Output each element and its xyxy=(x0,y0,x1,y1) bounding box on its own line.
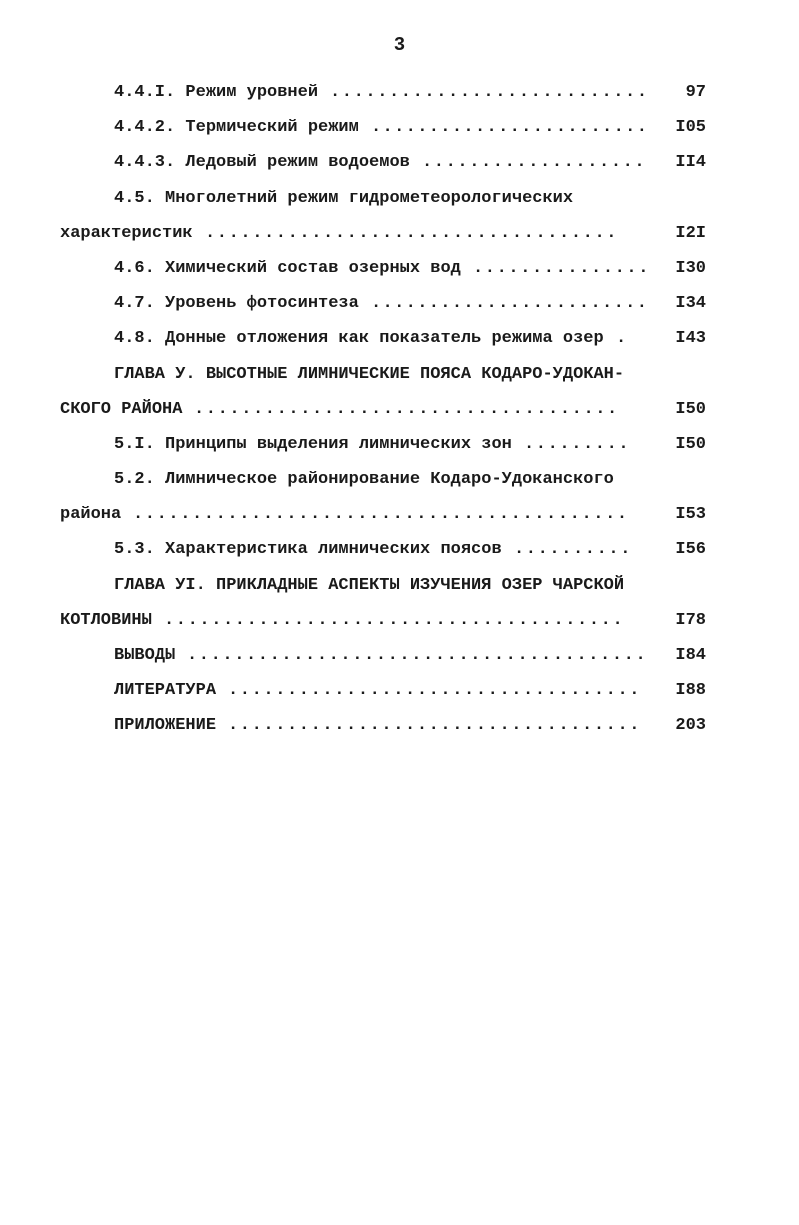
toc-entry-leader: .......... xyxy=(514,540,633,560)
toc-entry-title: 5.2. Лимническое районирование Кодаро-Удоканского xyxy=(114,470,614,490)
toc-entry-page: 97 xyxy=(685,83,706,102)
toc-entry-leader: ................... xyxy=(422,153,647,173)
toc-entry-title: 4.8. Донные отложения как показатель режима озер xyxy=(114,329,604,349)
toc-entry xyxy=(0,286,799,321)
toc-entry-page: I88 xyxy=(675,681,706,701)
toc-entry-title: 5.I. Принципы выделения лимнических зон xyxy=(114,434,512,454)
toc-entry-title: СКОГО РАЙОНА xyxy=(60,399,183,419)
toc-entry xyxy=(0,392,799,427)
toc-entry-title: 4.5. Многолетний режим гидрометеорологических xyxy=(114,188,574,208)
toc-entry-leader: ................................... xyxy=(228,681,642,701)
toc-entry-leader: .................................... xyxy=(194,399,619,419)
toc-entry xyxy=(0,638,799,673)
toc-entry-title: КОТЛОВИНЫ xyxy=(60,610,152,630)
toc-entry-leader: ........................ xyxy=(371,118,649,138)
toc-entry-leader: ................................... xyxy=(205,223,619,243)
toc-entry-title: характеристик xyxy=(60,223,193,243)
toc-entry-title: 4.4.I. Режим уровней xyxy=(114,83,319,102)
toc-entry-page: I30 xyxy=(675,258,706,278)
toc-entry xyxy=(0,321,799,356)
toc-entry xyxy=(0,603,799,638)
toc-entry xyxy=(0,462,799,497)
toc-entry-leader: . xyxy=(616,329,628,349)
toc-entry-page: II4 xyxy=(675,153,706,173)
toc-entry xyxy=(0,181,799,216)
toc-entry-title: 4.7. Уровень фотосинтеза xyxy=(114,294,359,314)
toc-entry xyxy=(0,251,799,286)
toc-entry xyxy=(0,357,799,392)
toc-entry xyxy=(0,216,799,251)
toc-entry-page: I50 xyxy=(675,399,706,419)
toc-entry-title: 4.6. Химический состав озерных вод xyxy=(114,258,461,278)
toc-entry-title: 4.4.3. Ледовый режим водоемов xyxy=(114,153,410,173)
toc-entry xyxy=(0,75,799,110)
page-number: 3 xyxy=(393,34,406,56)
toc-entry xyxy=(0,708,799,743)
toc-entry-page: I84 xyxy=(675,646,706,665)
toc-entry-title: ЛИТЕРАТУРА xyxy=(114,681,217,701)
toc-entry-page: I34 xyxy=(675,294,706,314)
toc-entry-page: I43 xyxy=(675,329,706,349)
toc-entry xyxy=(0,427,799,462)
toc-entry-title: ВЫВОДЫ xyxy=(114,646,176,665)
toc-entry-leader: ................................... xyxy=(228,716,642,736)
toc-entry xyxy=(0,145,799,180)
toc-entry-page: I53 xyxy=(675,505,706,525)
toc-entry-title: района xyxy=(60,505,122,525)
toc-entry-leader: ............... xyxy=(473,258,651,278)
toc-entry-page: I56 xyxy=(675,540,706,560)
toc-entry xyxy=(0,673,799,708)
toc-entry-leader: ....................................... xyxy=(164,610,625,630)
toc-entry xyxy=(0,532,799,567)
toc-entry-title: ГЛАВА УI. ПРИКЛАДНЫЕ АСПЕКТЫ ИЗУЧЕНИЯ ОЗЕР ЧАРСКОЙ xyxy=(114,575,625,595)
toc-entry-leader: .......................................... xyxy=(133,505,629,525)
toc-entry-leader: ........................... xyxy=(330,83,649,102)
toc-entry-title: ПРИЛОЖЕНИЕ xyxy=(114,716,217,736)
table-of-contents xyxy=(0,75,799,744)
toc-entry-title: 5.3. Характеристика лимнических поясов xyxy=(114,540,502,560)
toc-entry xyxy=(0,497,799,532)
toc-entry-title: 4.4.2. Термический режим xyxy=(114,118,359,138)
toc-entry-title: ГЛАВА У. ВЫСОТНЫЕ ЛИМНИЧЕСКИЕ ПОЯСА КОДАРО-УДОКАН- xyxy=(114,364,625,384)
toc-entry-leader: ....................................... xyxy=(187,646,648,665)
toc-entry-page: I78 xyxy=(675,610,706,630)
toc-entry-page: I50 xyxy=(675,434,706,454)
toc-entry xyxy=(0,568,799,603)
toc-entry-page: I2I xyxy=(675,223,706,243)
toc-entry-page: 203 xyxy=(675,716,706,736)
toc-entry-leader: ........................ xyxy=(371,294,649,314)
toc-entry xyxy=(0,110,799,145)
toc-entry-leader: ......... xyxy=(524,434,631,454)
toc-entry-page: I05 xyxy=(675,118,706,138)
